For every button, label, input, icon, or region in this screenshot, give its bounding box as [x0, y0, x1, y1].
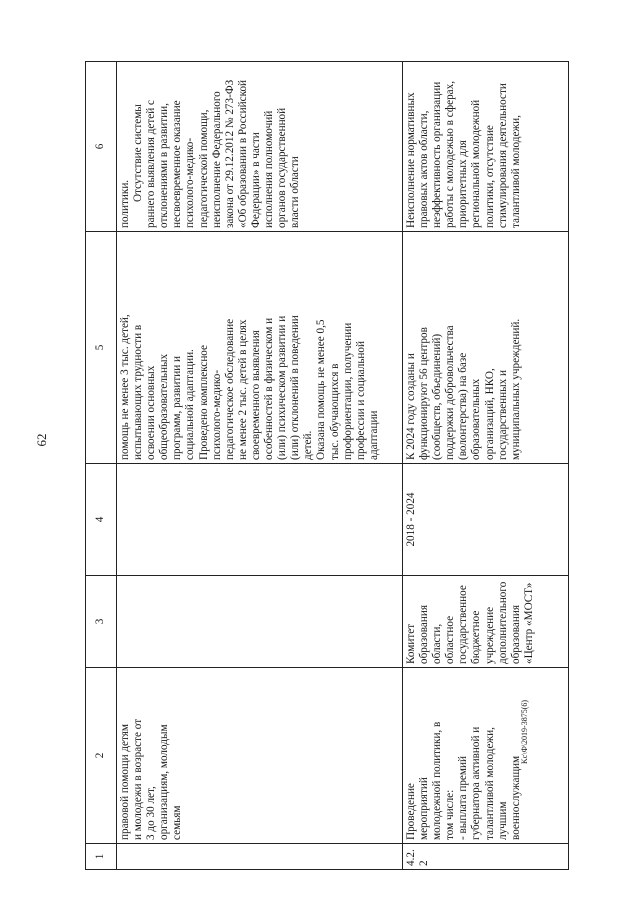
row1-number-cell — [117, 844, 403, 870]
row2-executor-cell: Комитет образования области, областное государственное бюджетное учреждение дополнительного образования «Центр «МОСТ» — [403, 576, 569, 668]
row1-period-cell — [117, 464, 403, 576]
header-cell-2: 2 — [86, 668, 117, 844]
document-code: Kc\Ф\2019-3875(6) — [520, 699, 529, 765]
table-row — [403, 62, 569, 870]
row1-consequences-first: политики. — [119, 179, 131, 228]
program-table — [85, 61, 569, 870]
page-number: 62 — [34, 433, 49, 447]
table-container — [85, 62, 563, 870]
row2-activity-cell: Проведение мероприятий молодежной политики, в том числе: - выплата премий губернатора активной и талантливой молодежи, лучшим военнослужащим — [403, 668, 569, 844]
row2-result-cell: К 2024 году созданы и функционируют 56 центров (сообществ, объединений) поддержки добровольчества (волонтерства) на базе образовательных организаций, НКО, государственных и муниципальных учреждений. — [403, 232, 569, 464]
header-cell-5: 5 — [86, 232, 117, 464]
header-cell-6: 6 — [86, 62, 117, 232]
row1-consequences-text: Отсутствие системы раннего выявления детей с отклонениями в развитии, несвоевременное оказание психолого-медико- педагогической помощи, неисполнение Федерального закона от 29.12.2012 № 273-ФЗ «Об образовании в Российской Федерации» в части исполнения полномочий органов государственной власти области — [132, 79, 302, 228]
row1-executor-cell — [117, 576, 403, 668]
table-row — [117, 62, 403, 870]
row1-result-cell: помощь не менее 3 тыс. детей, испытывающих трудности в освоении основных общеобразовательных программ, развитии и социальной адаптации. Проведено комплексное психолого-медико- педагогическое обследование не менее 2 тыс. детей в целях своевременного выявления особенностей в физическом и (или) психическом развитии и (или) отклонений в поведении детей. Оказана помощь не менее 0,5 тыс. обучающихся в профориентации, получении профессии и социальной адаптации — [117, 232, 403, 464]
header-cell-3: 3 — [86, 576, 117, 668]
row2-number-cell: 4.2.2 — [403, 844, 569, 870]
row2-period-cell: 2018 - 2024 — [403, 464, 569, 576]
row1-activity-cell: правовой помощи детям и молодежи в возрасте от 3 до 30 лет, организациям, молодым семьям — [117, 668, 403, 844]
table-header-row — [86, 62, 117, 870]
header-cell-4: 4 — [86, 464, 117, 576]
row1-consequences-cell — [117, 62, 403, 232]
row2-consequences-cell: Неисполнение нормативных правовых актов области, неэффективность организации работы с молодежью в сферах, приоритетных для региональной молодежной политики, отсутствие стимулирования деятельности талантливой молодежи, — [403, 62, 569, 232]
header-cell-1: 1 — [86, 844, 117, 870]
